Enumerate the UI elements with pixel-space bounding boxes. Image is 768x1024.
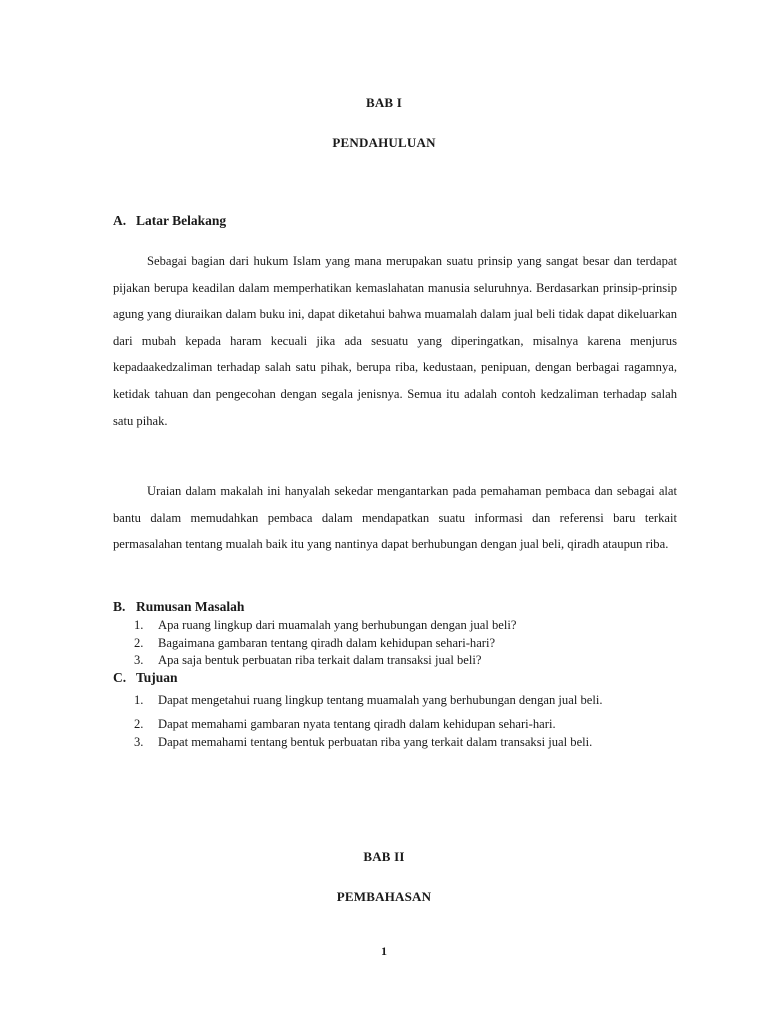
section-b-letter: B. — [113, 599, 126, 614]
section-b-heading — [113, 599, 244, 615]
list-item: 1. Dapat mengetahui ruang lingkup tentang muamalah yang berhubungan dengan jual beli. — [134, 693, 603, 707]
section-c-list — [113, 684, 677, 751]
section-a-paragraph-1: Sebagai bagian dari hukum Islam yang mana merupakan suatu prinsip yang sangat besar dan terdapat pijakan berupa keadilan dalam memperhatikan kemaslahatan manusia seluruhnya. Berdasarkan prinsip-prinsip agung yang diuraikan dalam buku ini, dapat diketahui bahwa muamalah dalam jual beli tidak dapat dikeluarkan dari mubah kepada haram kecuali jika ada sesuatu yang diperingatkan, misalnya karena menjurus kepadaakedzaliman terhadap salah satu pihak, berupa riba, kedustaan, penipuan, dengan berbagai ragamnya, ketidak tahuan dan pengecohan dengan segala jenisnya. Semua itu adalah contoh kedzaliman terhadap salah satu pihak. — [113, 254, 677, 428]
section-a-title: Latar Belakang — [136, 213, 227, 228]
section-c-letter: C. — [113, 670, 127, 685]
list-item: 2. Dapat memahami gambaran nyata tentang qiradh dalam kehidupan sehari-hari. — [134, 717, 556, 731]
page-number: 1 — [381, 944, 387, 958]
section-b-list — [113, 617, 677, 670]
chapter-2-title: PEMBAHASAN — [336, 889, 432, 904]
chapter-2-label: BAB II — [363, 849, 405, 864]
section-b-title: Rumusan Masalah — [136, 599, 245, 614]
section-c-title: Tujuan — [136, 670, 178, 685]
list-item: 2. Bagaimana gambaran tentang qiradh dalam kehidupan sehari-hari? — [134, 635, 496, 650]
list-item: 3. Dapat memahami tentang bentuk perbuatan riba yang terkait dalam transaksi jual beli. — [134, 734, 593, 749]
chapter-1-title: PENDAHULUAN — [332, 135, 436, 150]
list-item: 1. Apa ruang lingkup dari muamalah yang berhubungan dengan jual beli? — [134, 618, 517, 632]
chapter-1-label: BAB I — [365, 95, 403, 110]
section-a-heading — [113, 213, 226, 229]
section-a-paragraph-2: Uraian dalam makalah ini hanyalah sekedar mengantarkan pada pemahaman pembaca dan sebagai alat bantu dalam memudahkan pembaca dalam mendapatkan suatu informasi dan referensi baru terkait permasalahan tentang mualah baik itu yang nantinya dapat berhubungan dengan jual beli, qiradh ataupun riba. — [113, 484, 677, 552]
section-a-letter: A. — [113, 213, 127, 228]
list-item: 3. Apa saja bentuk perbuatan riba terkait dalam transaksi jual beli? — [134, 653, 482, 667]
